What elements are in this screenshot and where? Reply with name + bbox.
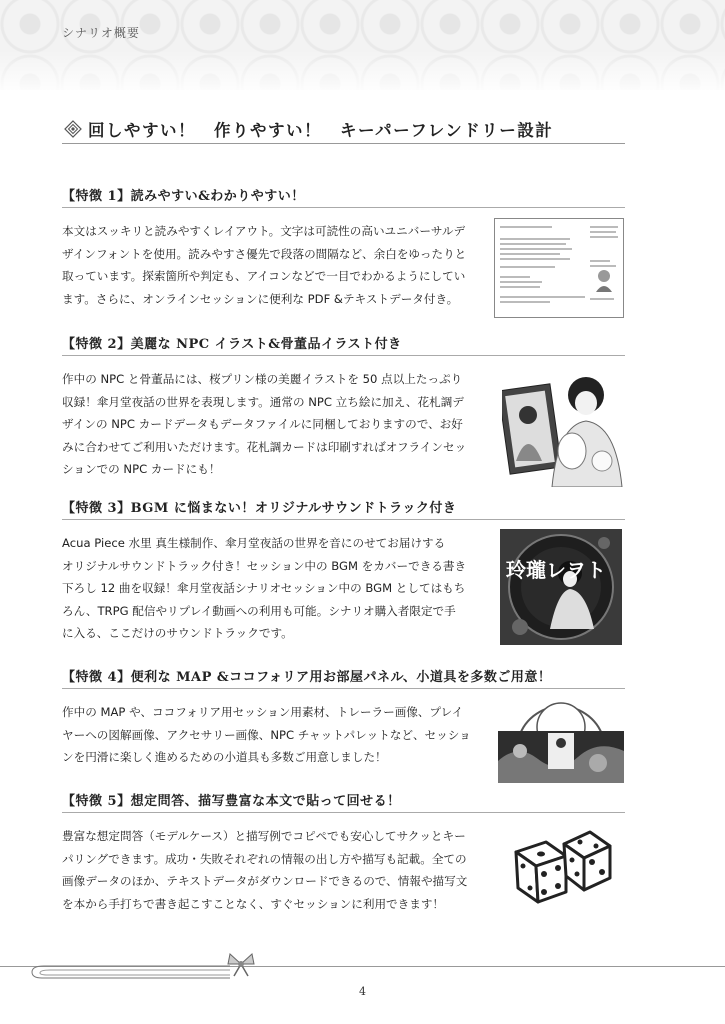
npc-card-illustration-image	[502, 365, 625, 487]
section-title-rule	[62, 143, 625, 144]
feature-1-line: 本文はスッキリと読みやすくレイアウト。文字は可読性の高いユニバーサルデ	[62, 224, 466, 238]
feature-2-body	[62, 368, 466, 481]
feature-1-heading: 【特徴 1】読みやすい&わかりやすい！	[62, 189, 305, 204]
scenario-page-sample-image	[494, 218, 624, 318]
feature-2-line: ザインの NPC カードデータもデータファイルに同梱しておりますので、お好	[62, 417, 463, 431]
section-title-row	[62, 116, 625, 144]
feature-5	[62, 790, 625, 920]
feature-5-line: 豊富な想定問答（モデルケース）と描写例でコピペでも安心してサクッとキー	[62, 829, 466, 843]
feature-3-line: に入る、ここだけのサウンドトラックです。	[62, 626, 293, 640]
feature-4	[62, 666, 625, 786]
feature-4-line: 作中の MAP や、ココフォリア用セッション用素材、トレーラー画像、プレイ	[62, 705, 464, 719]
feature-3-line: ろん、TRPG 配信やリプレイ動画への利用も可能。シナリオ購入者限定で手	[62, 603, 456, 618]
feature-3-heading: 【特徴 3】BGM に悩まない！オリジナルサウンドトラック付き	[62, 501, 457, 516]
dice-illustration-image	[504, 830, 620, 912]
feature-3	[62, 497, 625, 647]
feature-1-line: 取っています。探索箇所や判定も、アイコンなどで一目でわかるようにしてい	[62, 269, 466, 283]
feature-5-line: パリングできます。成功・失敗それぞれの情報の出し方や描写も記載。全ての	[62, 851, 467, 866]
feature-1-line: ます。さらに、オンラインセッションに便利な PDF &テキストデータ付き。	[62, 291, 459, 306]
feature-4-line: ヤーへの図解画像、アクセサリー画像、NPC チャットパレットなど、セッショ	[62, 727, 471, 742]
feature-5-line: 画像データのほか、テキストデータがダウンロードできるので、情報や描写文	[62, 874, 468, 888]
ribbon-knot-icon	[226, 950, 256, 978]
feature-4-rule	[62, 688, 625, 689]
feature-2	[62, 333, 625, 493]
feature-5-heading: 【特徴 5】想定問答、描写豊富な本文で貼って回せる！	[62, 794, 401, 809]
feature-5-body	[62, 825, 467, 915]
feature-1-body	[62, 220, 466, 310]
header-fade	[0, 50, 725, 95]
feature-2-heading: 【特徴 2】美麗な NPC イラスト&骨董品イラスト付き	[62, 337, 402, 352]
feature-4-line: ンを円滑に楽しく進めるための小道具も多数ご用意しました！	[62, 750, 387, 764]
feature-2-line: ションでの NPC カードにも！	[62, 462, 221, 476]
feature-2-rule	[62, 355, 625, 356]
feature-2-line: 収録！傘月堂夜話の世界を表現します。通常の NPC 立ち絵に加え、花札調デ	[62, 394, 464, 409]
feature-1-rule	[62, 207, 625, 208]
feature-3-line: 下ろし 12 曲を収録！傘月堂夜話シナリオセッション中の BGM としてはもち	[62, 581, 466, 595]
feature-4-heading: 【特徴 4】便利な MAP &ココフォリア用お部屋パネル、小道具を多数ご用意！	[62, 670, 552, 685]
feature-3-line: Acua Piece 水里 真生様制作、傘月堂夜話の世界を音にのせてお届けする	[62, 536, 446, 550]
section-title: 回しやすい！ 作りやすい！ キーパーフレンドリー設計	[88, 121, 554, 140]
session-material-sample-image	[498, 691, 624, 783]
footer-swirl-ornament	[30, 956, 230, 982]
feature-3-rule	[62, 519, 625, 520]
chapter-label: シナリオ概要	[62, 26, 140, 40]
feature-2-line: 作中の NPC と骨董品には、桜プリン様の美麗イラストを 50 点以上たっぷり	[62, 372, 463, 386]
page-number: 4	[359, 985, 366, 998]
soundtrack-cover-image	[500, 529, 622, 645]
diamond-ornament-icon	[64, 120, 82, 138]
feature-5-rule	[62, 812, 625, 813]
soundtrack-cover-title: 玲瓏レヲト	[506, 558, 606, 582]
feature-5-line: を本から手打ちで書き起こすことなく、すぐセッションに利用できます！	[62, 896, 445, 911]
feature-2-line: みに合わせてご利用いただけます。花札調カードは印刷すればオフラインセッ	[62, 439, 467, 454]
feature-1	[62, 185, 625, 325]
feature-3-body	[62, 532, 466, 645]
feature-1-line: ザインフォントを使用。読みやすさ優先で段落の間隔など、余白をゆったりと	[62, 246, 467, 261]
feature-4-body	[62, 701, 471, 769]
feature-3-line: オリジナルサウンドトラック付き！セッション中の BGM をカバーできる書き	[62, 558, 467, 573]
